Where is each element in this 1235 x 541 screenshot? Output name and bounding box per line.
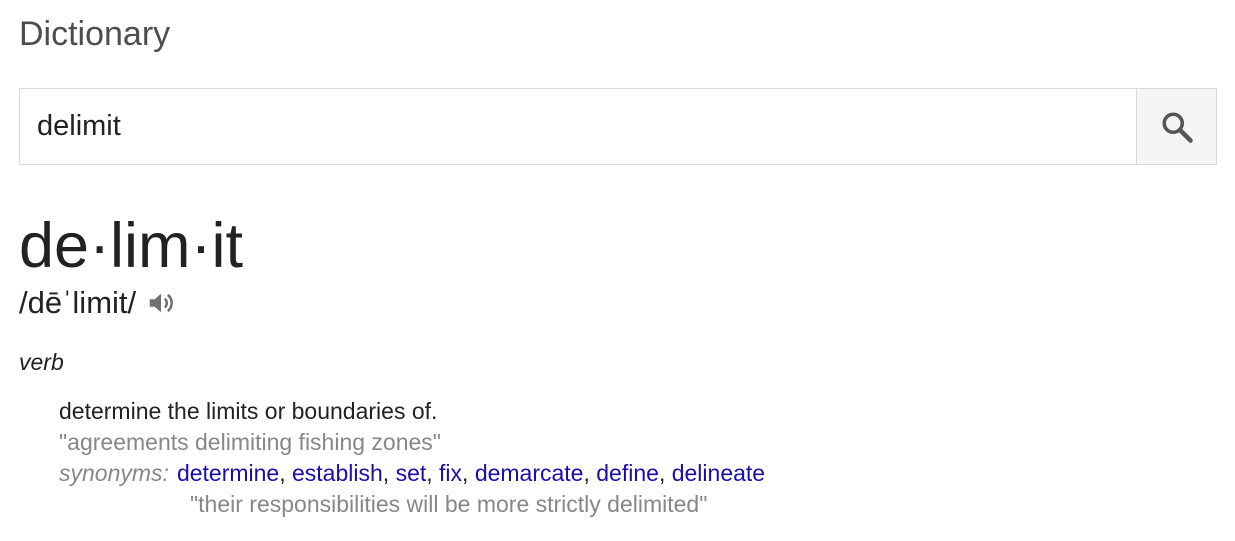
- search-icon: [1159, 109, 1195, 145]
- part-of-speech: verb: [19, 349, 64, 375]
- search-button[interactable]: [1136, 89, 1216, 164]
- synonyms-list: determine, establish, set, fix, demarcate, define, delineate: [176, 460, 766, 486]
- synonyms-row: [59, 458, 765, 489]
- headword: de·lim·it: [19, 211, 244, 281]
- synonyms-label: synonyms:: [59, 460, 169, 486]
- page-title: Dictionary: [19, 15, 171, 53]
- audio-button[interactable]: [145, 287, 177, 319]
- synonym-link[interactable]: fix: [439, 460, 463, 486]
- example-sentence: "agreements delimiting fishing zones": [59, 429, 441, 455]
- pronunciation: /dēˈlimit/: [19, 285, 137, 320]
- sense: [59, 396, 765, 520]
- synonym-example-sentence: "their responsibilities will be more strictly delimited": [190, 491, 708, 517]
- synonym-link[interactable]: define: [596, 460, 659, 486]
- synonym-link[interactable]: set: [395, 460, 427, 486]
- search-box: [19, 88, 1217, 165]
- search-input[interactable]: [20, 89, 1136, 164]
- synonym-link[interactable]: establish: [292, 460, 383, 486]
- synonym-link[interactable]: determine: [176, 460, 280, 486]
- synonym-link[interactable]: delineate: [671, 460, 766, 486]
- speaker-icon: [146, 288, 176, 318]
- pronunciation-row: [19, 284, 177, 322]
- definition: determine the limits or boundaries of.: [59, 398, 438, 424]
- synonym-link[interactable]: demarcate: [474, 460, 584, 486]
